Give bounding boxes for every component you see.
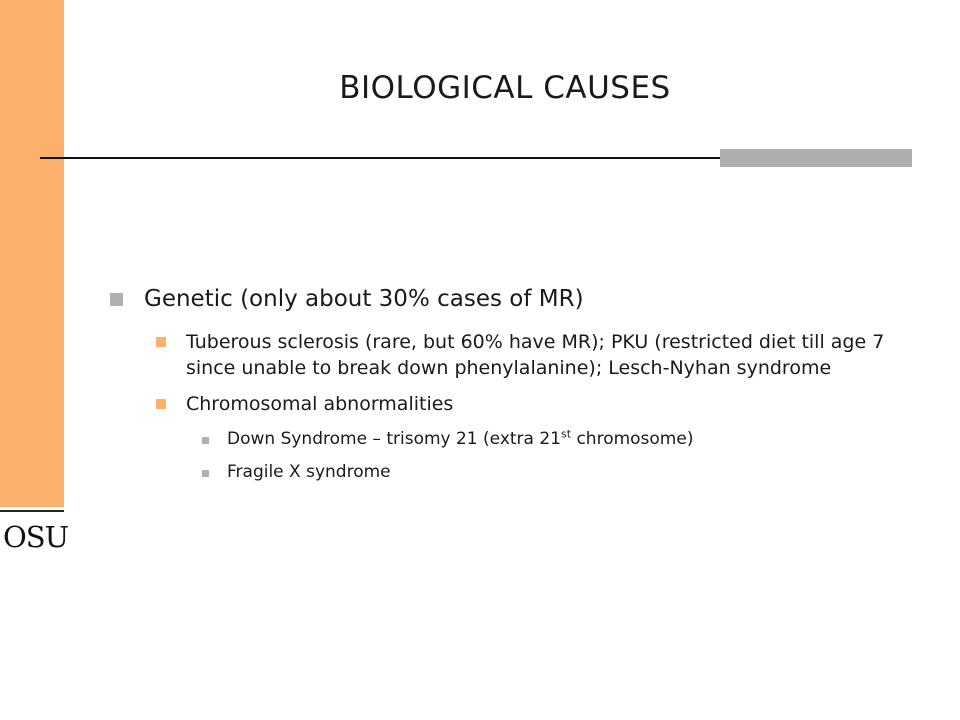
bullet-text bbox=[227, 429, 693, 449]
bullet-marker bbox=[156, 399, 166, 409]
accent-bar-divider bbox=[0, 510, 64, 512]
osu-logo: OSU bbox=[3, 520, 69, 554]
bullet-chromosomal bbox=[156, 391, 920, 417]
slide-title: BIOLOGICAL CAUSES bbox=[339, 70, 671, 106]
bullet-tuberous-sclerosis bbox=[156, 329, 920, 381]
bullet-text-tail: chromosome) bbox=[571, 429, 694, 449]
left-accent-bar bbox=[0, 0, 64, 507]
bullet-text-main: Down Syndrome – trisomy 21 (extra 21 bbox=[227, 429, 561, 449]
bullet-down-syndrome bbox=[202, 427, 920, 451]
bullet-genetic bbox=[110, 283, 920, 315]
bullet-marker bbox=[202, 437, 209, 444]
bullet-text: Fragile X syndrome bbox=[227, 462, 391, 482]
slide-body bbox=[110, 283, 920, 493]
bullet-text: Genetic (only about 30% cases of MR) bbox=[144, 286, 584, 312]
ordinal-suffix: st bbox=[561, 427, 572, 441]
bullet-text: Chromosomal abnormalities bbox=[186, 393, 454, 415]
title-underline-accent bbox=[720, 149, 912, 167]
bullet-text: Tuberous sclerosis (rare, but 60% have MR); PKU (restricted diet till age 7 since unable to break down phenylalanine); Lesch-Nyhan syndrome bbox=[186, 331, 885, 379]
bullet-marker bbox=[202, 470, 209, 477]
bullet-fragile-x bbox=[202, 460, 920, 484]
bullet-marker bbox=[110, 293, 123, 306]
bullet-marker bbox=[156, 337, 166, 347]
